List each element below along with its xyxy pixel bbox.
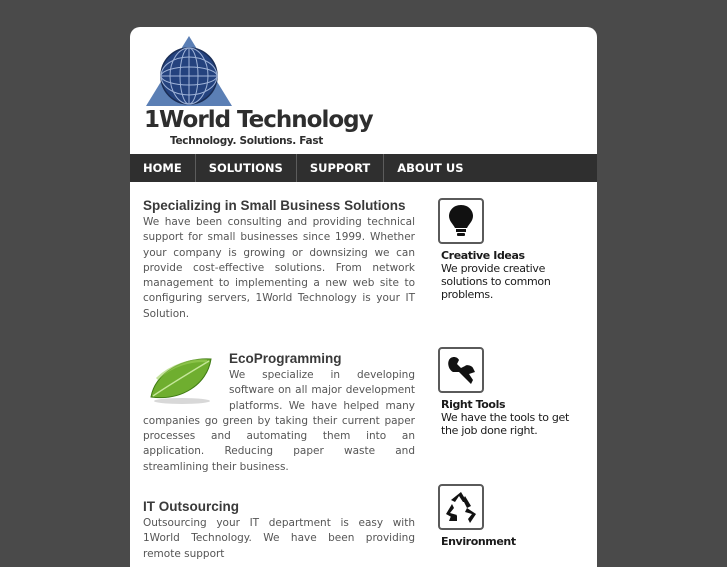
feature-title: Right Tools: [441, 398, 506, 411]
section-body: Outsourcing your IT department is easy with 1World Technology. We have been providing remote support: [143, 517, 415, 560]
lightbulb-icon: [448, 204, 474, 238]
right-tools-box: [438, 347, 484, 393]
leaf-icon: [143, 351, 221, 405]
feature-title: Creative Ideas: [441, 249, 525, 262]
section-ecoprogramming: [143, 351, 415, 475]
section-title: EcoProgramming: [229, 351, 342, 366]
section-title: Specializing in Small Business Solutions: [143, 198, 406, 213]
section-small-business: [143, 198, 415, 322]
section-body: We specialize in developing software on all major development platforms. We have helped many companies go green by taking their current paper processes and automating them into an application. Reducing paper waste and streamlining their business.: [143, 369, 415, 473]
wrench-icon: [445, 354, 477, 386]
creative-ideas-box: [438, 198, 484, 244]
environment-box: [438, 484, 484, 530]
brand-name: 1World Technology: [144, 107, 373, 133]
section-it-outsourcing: [143, 499, 415, 562]
feature-desc: We have the tools to get the job done right.: [441, 411, 569, 437]
recycle-icon: [443, 490, 479, 524]
main-nav: [130, 154, 597, 182]
feature-desc: We provide creative solutions to common problems.: [441, 262, 551, 301]
section-body: We have been consulting and providing technical support for small businesses since 1999. Whether your company is growing or downsizing we can provide cost-effective solutions. From network management to implementing a new web site to configuring servers, 1World Technology is your IT Solution.: [143, 216, 415, 320]
brand-tagline: Technology. Solutions. Fast: [170, 135, 323, 147]
nav-home[interactable]: HOME: [130, 154, 196, 182]
page-card: [130, 27, 597, 567]
section-title: IT Outsourcing: [143, 499, 239, 514]
globe-logo-icon: [144, 34, 234, 112]
nav-solutions[interactable]: SOLUTIONS: [196, 154, 297, 182]
nav-about-us[interactable]: ABOUT US: [397, 161, 464, 175]
nav-support[interactable]: SUPPORT: [297, 154, 384, 182]
feature-title: Environment: [441, 535, 516, 548]
